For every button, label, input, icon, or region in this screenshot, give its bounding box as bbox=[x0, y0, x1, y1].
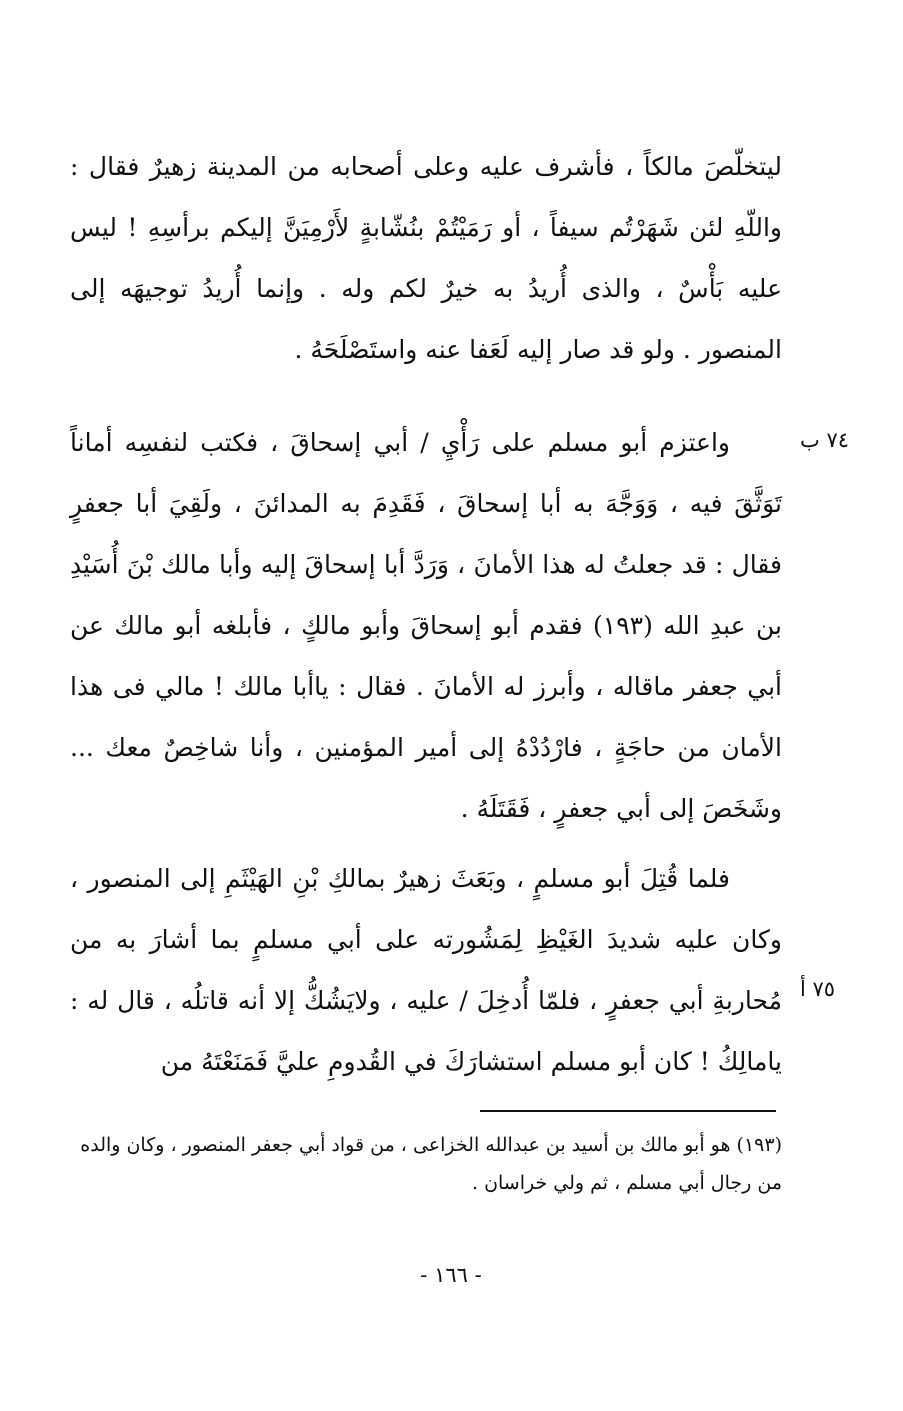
footnote-separator bbox=[480, 1110, 776, 1112]
paragraph-3 bbox=[70, 848, 782, 1092]
margin-folio-marker-74b: ٧٤ ب bbox=[800, 428, 850, 452]
paragraph-1: ليتخلّصَ مالكاً ، فأشرف عليه وعلى أصحابه من المدينة زهيرٌ فقال : واللّهِ لئن شَهَرْتُم سيفاً ، أو رَمَيْتُمْ بنُشّابةٍ لأَرْمِيَنَّ إليكم برأسِهِ ! ليس عليه بَأْسٌ ، والذى أُريدُ به خيرٌ لكم وله . وإنما أُريدُ توجيهَه إلى المنصور . ولو قد صار إليه لَعَفا عنه واستَصْلَحَهُ . bbox=[70, 152, 782, 364]
margin-folio-marker-75a: ٧٥ أ bbox=[800, 977, 836, 1001]
page-number: - ١٦٦ - bbox=[420, 1263, 482, 1287]
paragraph-2-text: واعتزم أبو مسلم على رَأْيِ / أبي إسحاقَ ، فكتب لنفسِه أماناً تَوَثَّقَ فيه ، وَوَجَّهَ به أبا إسحاقَ ، فَقَدِمَ به المدائنَ ، ولَقِيَ أبا جعفرٍ فقال : قد جعلتُ له هذا الأمانَ ، وَرَدَّ أبا إسحاقَ إليه وأبا مالك بْنَ أُسَيْدِ بن عبدِ الله (١٩٣) فقدم أبو إسحاقَ وأبو مالكٍ ، فأبلغه أبو مالك عن أبي جعفر ماقاله ، وأبرز له الأمانَ . فقال : ياأبا مالك ! مالي فى هذا الأمان من حاجَةٍ ، فارْدُدْهُ إلى أمير المؤمنين ، وأنا شاخِصٌ معك ... وشَخَصَ إلى أبي جعفرٍ ، فَقَتَلَهُ . bbox=[70, 428, 782, 823]
footnote: (١٩٣) هو أبو مالك بن أسيد بن عبدالله الخزاعى ، من قواد أبي جعفر المنصور ، وكان والده من رجال أبي مسلم ، ثم ولي خراسان . bbox=[80, 1134, 782, 1194]
paragraph-3-text: فلما قُتِلَ أبو مسلمٍ ، وبَعَثَ زهيرٌ بمالكِ بْنِ الهَيْثَمِ إلى المنصور ، وكان عليه شديدَ الغَيْظِ لِمَشُورته على أبي مسلمٍ بما أشارَ به من مُحاربةِ أبي جعفرٍ ، فلمّا أُدخِلَ / عليه ، ولايَشُكُّ إلا أنه قاتلُه ، قال له : يامالِكُ ! كان أبو مسلم استشارَكَ في القُدومِ عليَّ فَمَنَعْتَهُ من bbox=[70, 864, 782, 1076]
paragraph-2 bbox=[70, 412, 782, 839]
